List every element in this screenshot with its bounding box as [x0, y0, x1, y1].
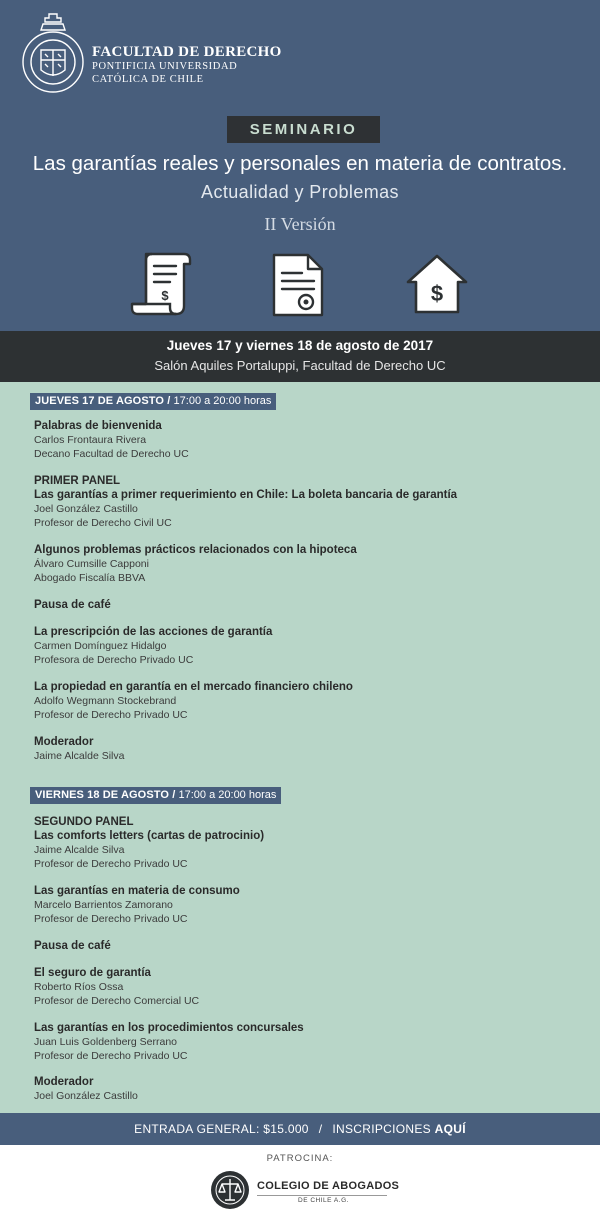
speaker-role: Profesor de Derecho Civil UC [34, 517, 172, 529]
speaker-role: Profesor de Derecho Privado UC [34, 858, 188, 870]
moderator-label: Moderador [34, 1076, 94, 1088]
day2-header [30, 787, 281, 804]
edition-label: II Versión [264, 214, 336, 234]
header-banner [0, 0, 600, 331]
speaker-name: Roberto Ríos Ossa [34, 981, 124, 993]
speaker-name: Álvaro Cumsille Capponi [34, 558, 149, 570]
panel-label: SEGUNDO PANEL [34, 816, 134, 828]
speaker-role: Profesor de Derecho Privado UC [34, 913, 188, 925]
session-title: Las comforts letters (cartas de patrocinio) [34, 830, 265, 842]
footer-separator: / [318, 1122, 323, 1136]
speaker-role: Profesor de Derecho Comercial UC [34, 995, 200, 1007]
faculty-line-3: CATÓLICA DE CHILE [92, 74, 204, 85]
signup-label: INSCRIPCIONES [332, 1122, 431, 1136]
session-title: Algunos problemas prácticos relacionados con la hipoteca [34, 544, 357, 556]
session-title: Las garantías a primer requerimiento en Chile: La boleta bancaria de garantía [34, 489, 458, 501]
speaker-name: Marcelo Barrientos Zamorano [34, 899, 173, 911]
speaker-role: Abogado Fiscalía BBVA [34, 572, 146, 584]
day2-sep: / [169, 789, 179, 801]
session-title: Las garantías en los procedimientos concursales [34, 1022, 304, 1034]
bar-association-logo-icon [210, 1170, 250, 1210]
faculty-line-2: PONTIFICIA UNIVERSIDAD [92, 61, 238, 72]
program-section [0, 382, 600, 1113]
university-seal-icon [21, 12, 85, 96]
session-title: El seguro de garantía [34, 967, 151, 979]
sponsor-subtitle: DE CHILE A.G. [298, 1197, 349, 1204]
event-dates: Jueves 17 y viernes 18 de agosto de 2017 [166, 338, 434, 353]
day1-header [30, 393, 276, 410]
faculty-name [92, 44, 282, 86]
speaker-name: Carlos Frontaura Rivera [34, 434, 147, 446]
coffee-break: Pausa de café [34, 940, 111, 952]
speaker-name: Adolfo Wegmann Stockebrand [34, 695, 177, 707]
speaker-role: Profesor de Derecho Privado UC [34, 1050, 188, 1062]
page-title: Las garantías reales y personales en materia de contratos. [32, 152, 568, 175]
page-subtitle: Actualidad y Problemas [201, 182, 399, 202]
moderator-name: Joel González Castillo [34, 1090, 138, 1102]
speaker-role: Profesor de Derecho Privado UC [34, 709, 188, 721]
signup-link[interactable]: AQUÍ [434, 1122, 466, 1136]
speaker-role: Decano Facultad de Derecho UC [34, 448, 189, 460]
entry-fee: ENTRADA GENERAL: $15.000 [134, 1122, 309, 1136]
session-title: La propiedad en garantía en el mercado financiero chileno [34, 681, 353, 693]
event-date-band [0, 331, 600, 382]
speaker-name: Jaime Alcalde Silva [34, 844, 125, 856]
sponsor-divider [257, 1195, 387, 1196]
moderator-label: Moderador [34, 736, 94, 748]
session-title: Palabras de bienvenida [34, 420, 162, 432]
speaker-name: Juan Luis Goldenberg Serrano [34, 1036, 178, 1048]
sponsor-name: COLEGIO DE ABOGADOS [257, 1180, 400, 1192]
panel-label: PRIMER PANEL [34, 475, 121, 487]
speaker-name: Joel González Castillo [34, 503, 138, 515]
speaker-role: Profesora de Derecho Privado UC [34, 654, 194, 666]
day2-label: VIERNES 18 DE AGOSTO [35, 789, 170, 801]
session-title: La prescripción de las acciones de garantía [34, 626, 273, 638]
day1-sep: / [164, 395, 174, 407]
day1-label: JUEVES 17 DE AGOSTO [35, 395, 165, 407]
seminar-badge: SEMINARIO [227, 116, 380, 143]
session-title: Las garantías en materia de consumo [34, 885, 240, 897]
certificate-document-icon [270, 251, 326, 319]
svg-text:$: $ [430, 281, 444, 306]
receipt-icon [130, 250, 198, 318]
day1-time: 17:00 a 20:00 horas [173, 395, 272, 407]
day2-time: 17:00 a 20:00 horas [178, 789, 277, 801]
speaker-name: Carmen Domínguez Hidalgo [34, 640, 167, 652]
faculty-line-1: FACULTAD DE DERECHO [92, 44, 282, 60]
event-venue: Salón Aquiles Portaluppi, Facultad de Derecho UC [154, 358, 446, 373]
coffee-break: Pausa de café [34, 599, 111, 611]
svg-text:$: $ [161, 288, 169, 303]
moderator-name: Jaime Alcalde Silva [34, 750, 125, 762]
registration-bar [0, 1113, 600, 1145]
sponsor-label: PATROCINA: [266, 1153, 334, 1164]
house-dollar-icon [404, 252, 470, 316]
